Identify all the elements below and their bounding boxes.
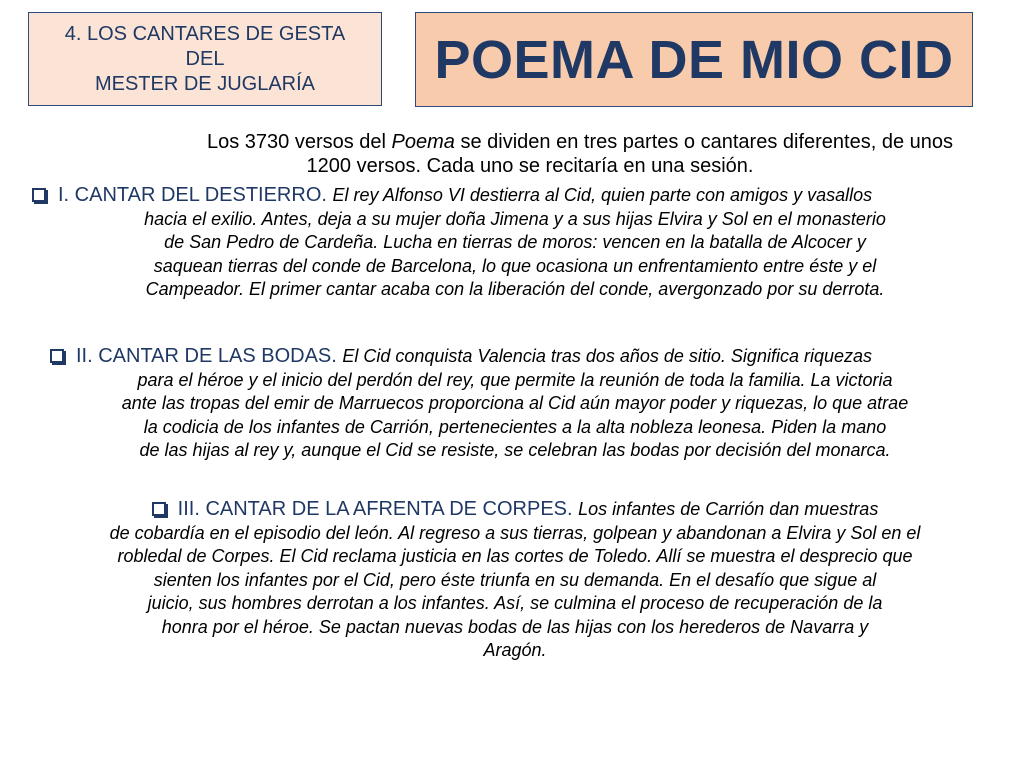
- section-line: de San Pedro de Cardeña. Lucha en tierras de moros: vencen en la batalla de Alcocer y: [164, 232, 866, 252]
- intro-emphasis: Poema: [391, 131, 455, 153]
- section-line: Campeador. El primer cantar acaba con la liberación del conde, avergonzado por su derrota.: [145, 279, 885, 299]
- page-title: POEMA DE MIO CID: [434, 29, 954, 90]
- section-line: de las hijas al rey y, aunque el Cid se resiste, se celebran las bodas por decisión del monarca.: [139, 440, 891, 460]
- section-line: saquean tierras del conde de Barcelona, lo que ocasiona un enfrentamiento entre éste y el: [153, 255, 877, 276]
- section-heading-row: III. CANTAR DE LA AFRENTA DE CORPES. Los infantes de Carrión dan muestras: [20, 498, 1010, 522]
- section-heading-row: II. CANTAR DE LAS BODAS. El Cid conquista Valencia tras dos años de sitio. Significa riquezas: [20, 345, 1010, 369]
- intro-line-1: [40, 130, 1020, 154]
- checkbox-bullet-icon: [50, 349, 64, 363]
- section-line: de cobardía en el episodio del león. Al regreso a sus tierras, golpean y abandonan a Elvira y Sol en el: [109, 522, 921, 543]
- section-first-line: Los infantes de Carrión dan muestras: [578, 499, 879, 519]
- checkbox-bullet-icon: [32, 188, 46, 202]
- section-cantar-bodas: [20, 345, 1010, 463]
- title-box: [415, 12, 973, 107]
- section-line: para el héroe y el inicio del perdón del rey, que permite la reunión de toda la familia. La victoria: [137, 369, 893, 390]
- section-line: ante las tropas del emir de Marruecos proporciona al Cid aún mayor poder y riquezas, lo que atrae: [121, 393, 909, 413]
- section-heading: I. CANTAR DEL DESTIERRO: [58, 184, 322, 206]
- section-heading-row: I. CANTAR DEL DESTIERRO. El rey Alfonso VI destierra al Cid, quien parte con amigos y vasallos: [20, 184, 1010, 208]
- section-line: sienten los infantes por el Cid, pero éste triunfa en su demanda. En el desafío que sigue al: [153, 569, 877, 590]
- section-cantar-afrenta: [20, 498, 1010, 663]
- intro-line-2: 1200 versos. Cada uno se recitaría en una sesión.: [306, 155, 754, 177]
- section-first-line: El rey Alfonso VI destierra al Cid, quien parte con amigos y vasallos: [332, 185, 873, 205]
- intro-paragraph: [40, 130, 1020, 178]
- section-line: Aragón.: [483, 640, 547, 660]
- section-label-box: [28, 12, 382, 106]
- section-label-line-2: DEL: [185, 47, 225, 70]
- section-line: robledal de Corpes. El Cid reclama justicia en las cortes de Toledo. Allí se muestra el desprecio que: [117, 546, 913, 566]
- intro-text-b: se dividen en tres partes o cantares diferentes, de unos: [454, 131, 953, 153]
- section-heading: III. CANTAR DE LA AFRENTA DE CORPES: [177, 498, 568, 520]
- section-heading: II. CANTAR DE LAS BODAS: [76, 345, 332, 367]
- section-first-line: El Cid conquista Valencia tras dos años de sitio. Significa riquezas: [342, 346, 872, 366]
- section-line: la codicia de los infantes de Carrión, pertenecientes a la alta nobleza leonesa. Piden la mano: [143, 416, 887, 437]
- section-cantar-destierro: [20, 184, 1010, 302]
- section-line: juicio, sus hombres derrotan a los infantes. Así, se culmina el proceso de recuperación de la: [147, 593, 883, 613]
- section-line: honra por el héroe. Se pactan nuevas bodas de las hijas con los herederos de Navarra y: [161, 616, 869, 637]
- section-label-line-3: MESTER DE JUGLARÍA: [94, 72, 316, 95]
- section-line: hacia el exilio. Antes, deja a su mujer doña Jimena y a sus hijas Elvira y Sol en el monasterio: [144, 208, 886, 229]
- intro-text-a: Los 3730 versos del: [206, 131, 392, 153]
- checkbox-bullet-icon: [152, 502, 166, 516]
- section-label-line-1: 4. LOS CANTARES DE GESTA: [64, 22, 346, 45]
